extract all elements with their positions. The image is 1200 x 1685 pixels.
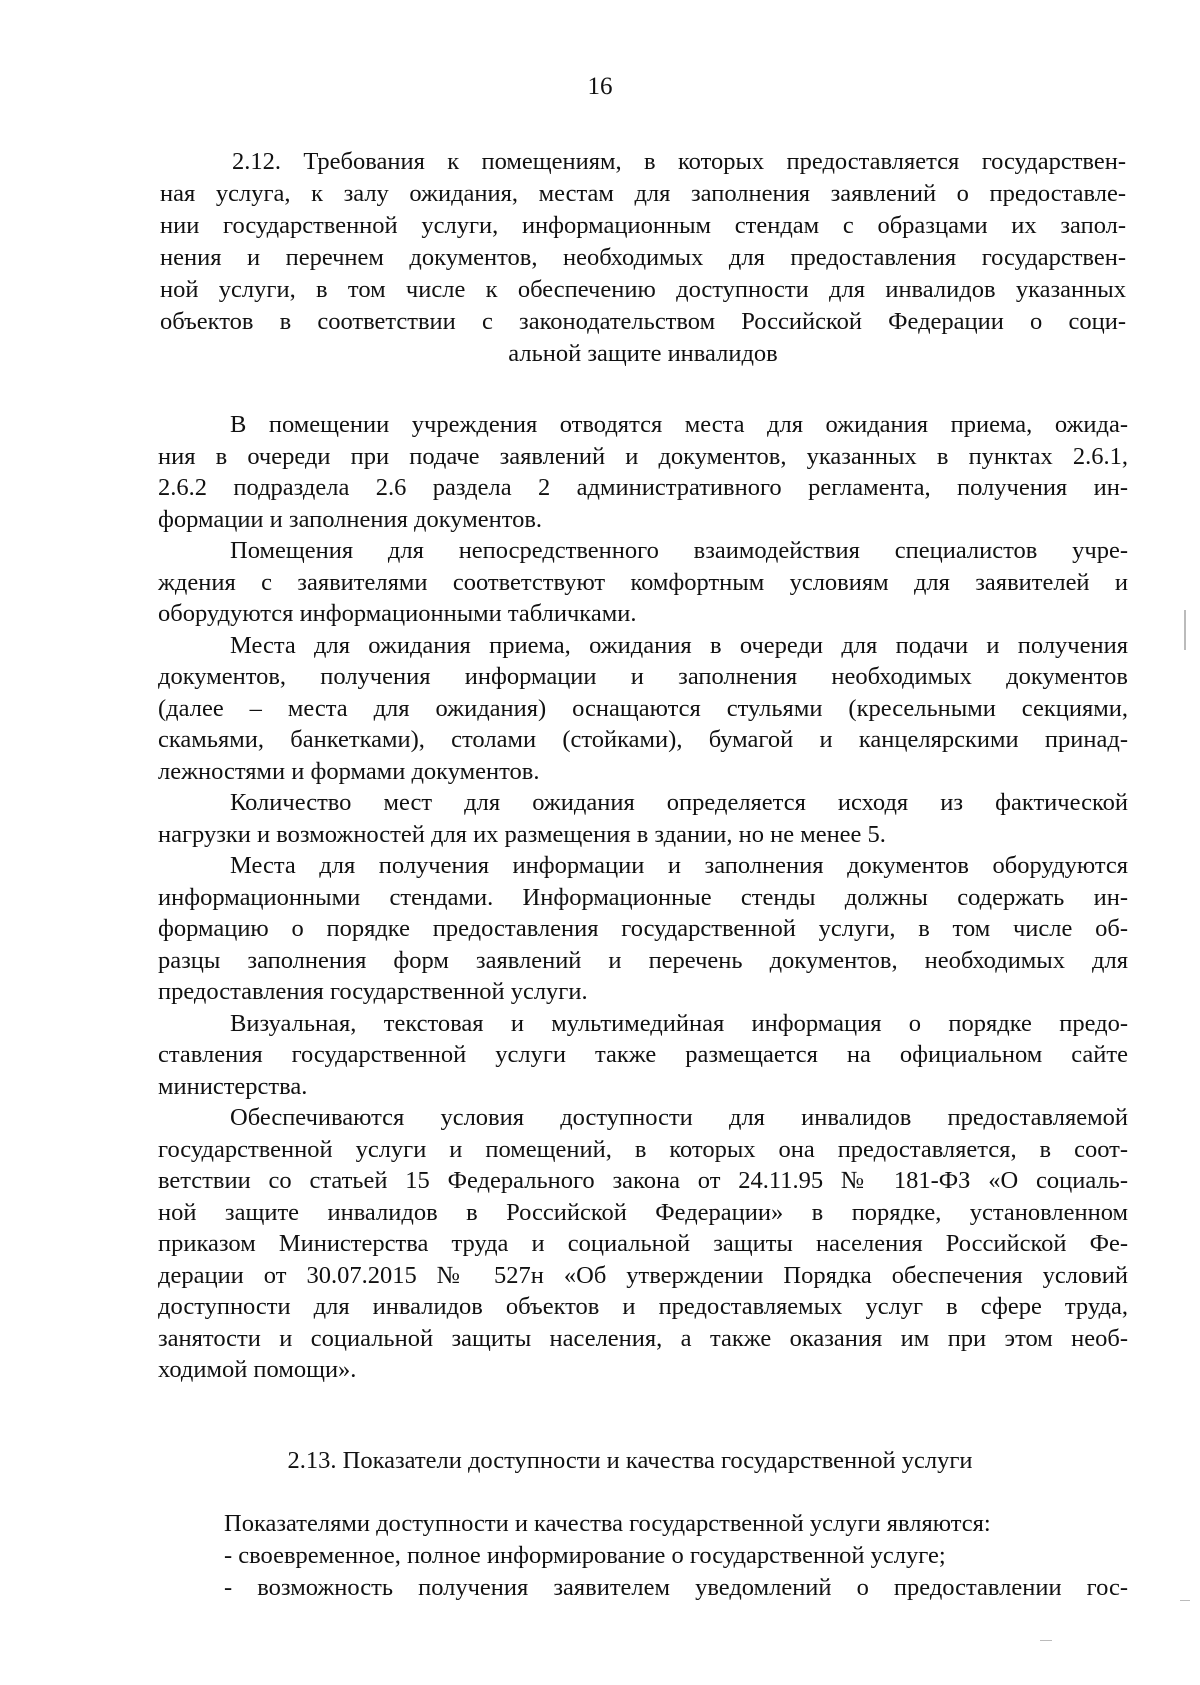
text-line: 2.6.2 подраздела 2.6 раздела 2 административного регламента, получения ин- (158, 474, 1128, 501)
text-line: разцы заполнения форм заявлений и перечень документов, необходимых для (158, 946, 1128, 974)
text-line: лежностями и формами документов. (158, 757, 540, 785)
page-number: 16 (587, 73, 613, 100)
scan-mark (1040, 1640, 1052, 1641)
text-line: доступности для инвалидов объектов и предоставляемых услуг в сфере труда, (158, 1293, 1128, 1320)
text-line: ния в очереди при подаче заявлений и документов, указанных в пунктах 2.6.1, (158, 442, 1128, 470)
text-line: формации и заполнения документов. (158, 505, 543, 533)
text-line: занятости и социальной защиты населения, а также оказания им при этом необ- (158, 1324, 1128, 1352)
text-line: оборудуются информационными табличками. (158, 600, 637, 627)
section-2-13-title: 2.13. Показатели доступности и качества государственной услуги (287, 1447, 973, 1474)
heading-line: ной услуги, в том числе к обеспечению доступности для инвалидов указанных (160, 276, 1126, 303)
text-line: Обеспечиваются условия доступности для инвалидов предоставляемой (230, 1104, 1128, 1131)
heading-line: альной защите инвалидов (508, 340, 778, 367)
text-line: дерации от 30.07.2015 № 527н «Об утверждении Порядка обеспечения условий (158, 1261, 1128, 1289)
scan-mark (1180, 1600, 1190, 1601)
text-line: государственной услуги и помещений, в которых она предоставляется, в соот- (158, 1135, 1128, 1163)
list-item: - возможность получения заявителем уведомлений о предоставлении гос- (224, 1574, 1128, 1601)
heading-line: нии государственной услуги, информационным стендам с образцами их запол- (160, 212, 1126, 239)
text-line: информационными стендами. Информационные стенды должны содержать ин- (158, 883, 1128, 911)
list-intro: Показателями доступности и качества государственной услуги являются: (224, 1510, 991, 1537)
list-item: - своевременное, полное информирование о государственной услуге; (224, 1542, 946, 1569)
heading-line: 2.12. Требования к помещениям, в которых предоставляется государствен- (232, 148, 1126, 175)
heading-line: объектов в соответствии с законодательством Российской Федерации о соци- (160, 308, 1126, 335)
text-line: министерства. (158, 1072, 308, 1100)
text-line: ждения с заявителями соответствуют комфортным условиям для заявителей и (158, 568, 1128, 596)
text-line: В помещении учреждения отводятся места для ожидания приема, ожида- (230, 411, 1128, 438)
text-line: Места для получения информации и заполнения документов оборудуются (230, 852, 1128, 879)
scan-mark (1184, 610, 1186, 650)
text-line: скамьями, банкетками), столами (стойками), бумагой и канцелярскими принад- (158, 726, 1128, 753)
text-line: ной защите инвалидов в Российской Федерации» в порядке, установленном (158, 1198, 1128, 1226)
text-line: Количество мест для ожидания определяется исходя из фактической (230, 789, 1128, 816)
text-line: предоставления государственной услуги. (158, 978, 588, 1005)
heading-line: нения и перечнем документов, необходимых для предоставления государствен- (160, 244, 1126, 271)
text-line: (далее – места для ожидания) оснащаются стульями (кресельными секциями, (158, 694, 1128, 722)
text-line: Визуальная, текстовая и мультимедийная информация о порядке предо- (230, 1009, 1128, 1037)
text-line: ходимой помощи». (158, 1356, 357, 1383)
text-line: приказом Министерства труда и социальной защиты населения Российской Фе- (158, 1230, 1128, 1257)
text-line: Помещения для непосредственного взаимодействия специалистов учре- (230, 537, 1128, 564)
text-line: формацию о порядке предоставления государственной услуги, в том числе об- (158, 915, 1128, 942)
section-2-13-list (158, 1508, 1128, 1604)
section-2-12-heading (160, 146, 1126, 370)
text-line: нагрузки и возможностей для их размещения в здании, но не менее 5. (158, 820, 886, 848)
text-line: ветствии со статьей 15 Федерального закона от 24.11.95 № 181-ФЗ «О социаль- (158, 1167, 1128, 1194)
heading-line: ная услуга, к залу ожидания, местам для заполнения заявлений о предоставле- (160, 180, 1126, 207)
paragraph-premises (158, 409, 1128, 1386)
text-line: ставления государственной услуги также размещается на официальном сайте (158, 1041, 1128, 1068)
text-line: документов, получения информации и заполнения необходимых документов (158, 663, 1128, 690)
text-line: Места для ожидания приема, ожидания в очереди для подачи и получения (230, 631, 1128, 659)
